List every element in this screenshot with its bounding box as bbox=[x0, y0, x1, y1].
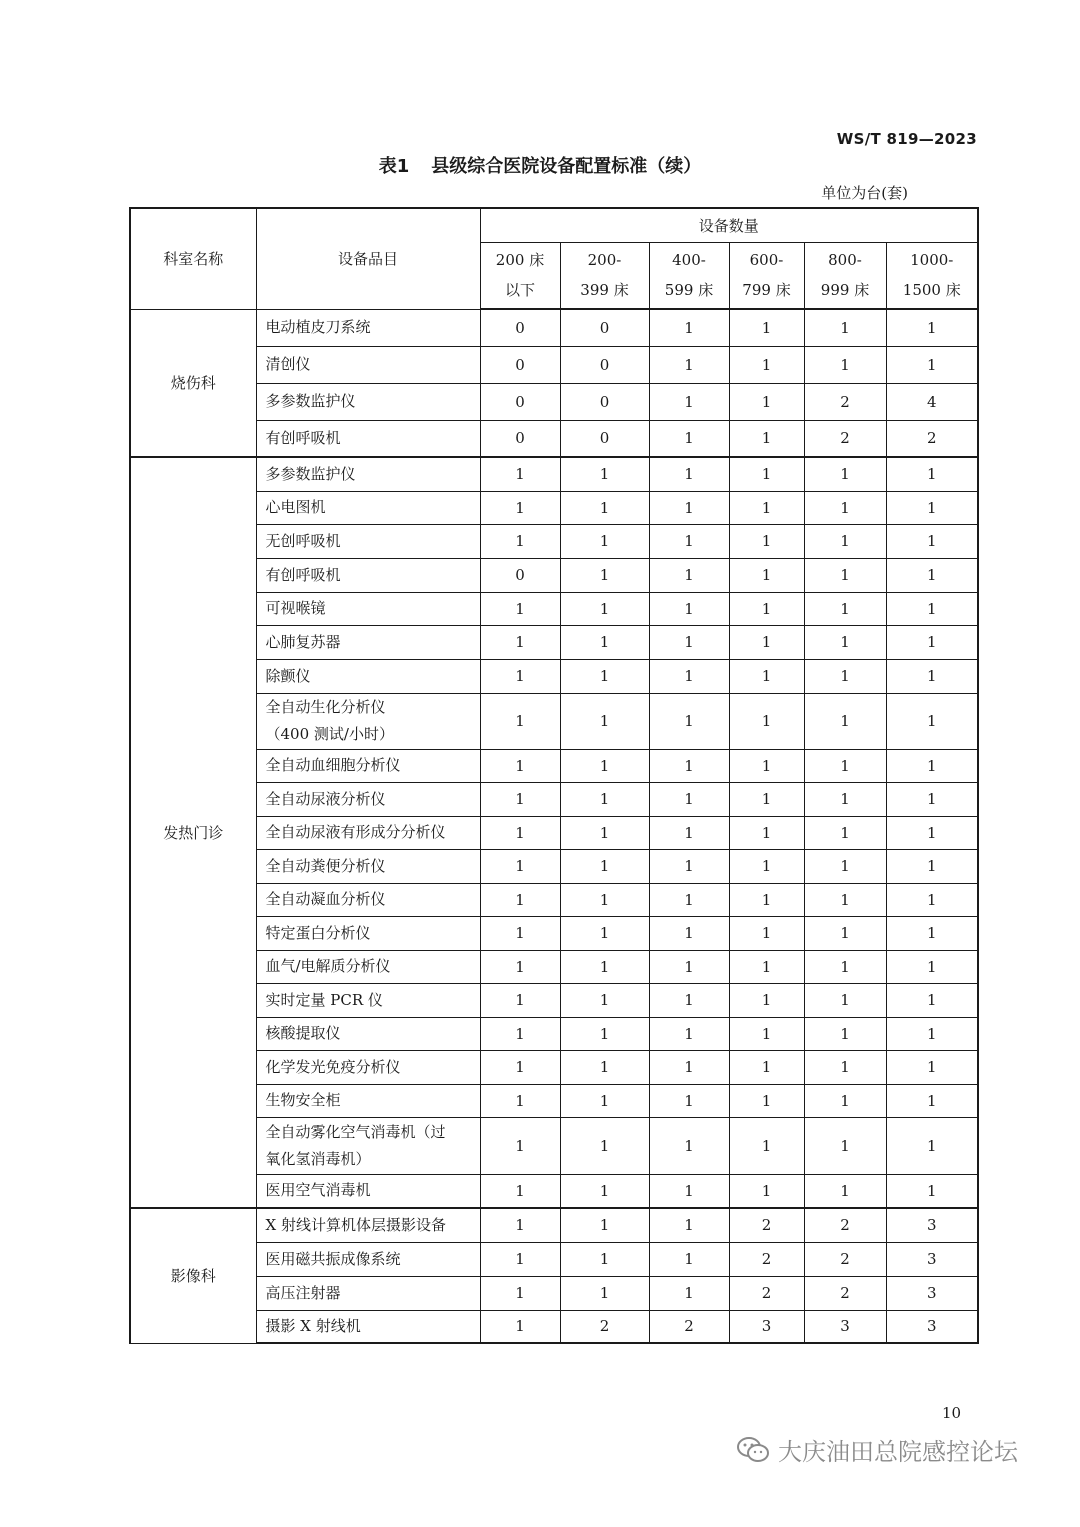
quantity-cell: 1 bbox=[560, 1242, 649, 1276]
device-cell bbox=[256, 659, 480, 693]
quantity-cell: 1 bbox=[480, 883, 560, 916]
quantity-cell: 1 bbox=[560, 457, 649, 491]
quantity-cell: 1 bbox=[649, 558, 729, 592]
quantity-cell: 1 bbox=[804, 1050, 886, 1084]
device-name-line2: 氧化氢消毒机） bbox=[265, 1149, 371, 1168]
quantity-cell: 3 bbox=[886, 1242, 978, 1276]
table-row bbox=[130, 950, 978, 983]
quantity-cell: 2 bbox=[804, 1208, 886, 1242]
bed-range-line2: 599 床 bbox=[664, 281, 714, 300]
quantity-cell: 1 bbox=[560, 1276, 649, 1310]
quantity-cell: 1 bbox=[480, 1117, 560, 1174]
table-row bbox=[130, 1117, 978, 1174]
quantity-cell: 1 bbox=[560, 558, 649, 592]
device-name: 有创呼吸机 bbox=[265, 428, 341, 447]
device-name: 全自动尿液分析仪 bbox=[265, 789, 386, 808]
quantity-cell: 1 bbox=[729, 1050, 804, 1084]
bed-range-line2: 以下 bbox=[504, 281, 535, 300]
table-row bbox=[130, 782, 978, 816]
quantity-cell: 1 bbox=[886, 1117, 978, 1174]
quantity-cell: 1 bbox=[886, 309, 978, 346]
bed-range-line2: 999 床 bbox=[820, 281, 870, 300]
device-name: 医用空气消毒机 bbox=[265, 1181, 371, 1200]
bed-range-header bbox=[649, 242, 729, 309]
table-row bbox=[130, 420, 978, 457]
device-cell bbox=[256, 782, 480, 816]
device-cell bbox=[256, 1276, 480, 1310]
quantity-cell: 1 bbox=[560, 849, 649, 883]
table-row bbox=[130, 1050, 978, 1084]
device-name: 医用磁共振成像系统 bbox=[265, 1249, 401, 1268]
device-name: 可视喉镜 bbox=[265, 599, 326, 617]
quantity-cell: 1 bbox=[729, 420, 804, 457]
quantity-cell: 1 bbox=[804, 693, 886, 749]
quantity-cell: 1 bbox=[729, 592, 804, 625]
quantity-cell: 1 bbox=[804, 659, 886, 693]
table-row bbox=[130, 1174, 978, 1208]
quantity-cell: 1 bbox=[804, 1117, 886, 1174]
device-name: 化学发光免疫分析仪 bbox=[265, 1057, 401, 1076]
quantity-cell: 1 bbox=[649, 883, 729, 916]
quantity-cell: 0 bbox=[560, 346, 649, 383]
table-title bbox=[0, 152, 1080, 178]
table-row bbox=[130, 524, 978, 558]
bed-range-line1: 1000- bbox=[910, 251, 954, 270]
quantity-cell: 1 bbox=[804, 849, 886, 883]
quantity-cell: 1 bbox=[729, 346, 804, 383]
quantity-cell: 1 bbox=[480, 524, 560, 558]
device-name: 全自动粪便分析仪 bbox=[265, 856, 386, 875]
device-cell bbox=[256, 1084, 480, 1117]
quantity-cell: 1 bbox=[649, 1174, 729, 1208]
quantity-cell: 1 bbox=[560, 1084, 649, 1117]
device-name: 生物安全柜 bbox=[265, 1091, 341, 1109]
device-name: 实时定量 PCR 仪 bbox=[265, 990, 383, 1009]
quantity-cell: 1 bbox=[480, 659, 560, 693]
quantity-cell: 1 bbox=[804, 983, 886, 1017]
quantity-cell: 1 bbox=[729, 558, 804, 592]
quantity-cell: 2 bbox=[804, 1276, 886, 1310]
quantity-cell: 1 bbox=[480, 1208, 560, 1242]
quantity-cell: 1 bbox=[480, 1174, 560, 1208]
quantity-cell: 1 bbox=[886, 625, 978, 659]
quantity-cell: 4 bbox=[886, 383, 978, 420]
device-cell bbox=[256, 457, 480, 491]
quantity-cell: 1 bbox=[649, 1050, 729, 1084]
quantity-cell: 1 bbox=[560, 1050, 649, 1084]
quantity-cell: 1 bbox=[886, 849, 978, 883]
quantity-cell: 1 bbox=[886, 1017, 978, 1050]
quantity-cell: 1 bbox=[729, 659, 804, 693]
quantity-cell: 1 bbox=[480, 693, 560, 749]
quantity-cell: 1 bbox=[729, 916, 804, 950]
bed-range-line1: 200- bbox=[587, 251, 622, 270]
quantity-cell: 1 bbox=[729, 1117, 804, 1174]
quantity-cell: 1 bbox=[480, 916, 560, 950]
device-name: 全自动雾化空气消毒机（过 bbox=[265, 1122, 446, 1141]
quantity-cell: 1 bbox=[649, 1208, 729, 1242]
bed-range-line1: 400- bbox=[672, 251, 706, 270]
quantity-cell: 1 bbox=[804, 1017, 886, 1050]
quantity-cell: 0 bbox=[480, 383, 560, 420]
quantity-cell: 1 bbox=[649, 457, 729, 491]
department-cell: 烧伤科 bbox=[130, 309, 256, 457]
device-name: 心肺复苏器 bbox=[265, 632, 341, 651]
device-name: 全自动凝血分析仪 bbox=[265, 890, 386, 908]
table-row bbox=[130, 383, 978, 420]
quantity-cell: 1 bbox=[886, 1050, 978, 1084]
table-row bbox=[130, 983, 978, 1017]
quantity-cell: 1 bbox=[480, 950, 560, 983]
quantity-cell: 1 bbox=[804, 491, 886, 524]
quantity-cell: 1 bbox=[560, 883, 649, 916]
quantity-cell: 1 bbox=[480, 749, 560, 782]
device-name: 无创呼吸机 bbox=[265, 531, 341, 550]
quantity-cell: 1 bbox=[886, 558, 978, 592]
bed-range-line1: 600- bbox=[749, 251, 784, 270]
device-name: 多参数监护仪 bbox=[265, 392, 356, 410]
quantity-cell: 1 bbox=[886, 491, 978, 524]
quantity-cell: 1 bbox=[560, 491, 649, 524]
bed-range-line2: 399 床 bbox=[580, 281, 629, 300]
device-name: 血气/电解质分析仪 bbox=[265, 957, 391, 975]
device-cell bbox=[256, 346, 480, 383]
quantity-cell: 3 bbox=[804, 1310, 886, 1343]
quantity-cell: 1 bbox=[729, 816, 804, 849]
quantity-cell: 1 bbox=[649, 1276, 729, 1310]
quantity-cell: 2 bbox=[729, 1208, 804, 1242]
quantity-cell: 1 bbox=[729, 491, 804, 524]
quantity-cell: 1 bbox=[886, 916, 978, 950]
quantity-cell: 1 bbox=[886, 524, 978, 558]
device-cell bbox=[256, 1174, 480, 1208]
bed-range-line2: 799 床 bbox=[742, 281, 791, 300]
quantity-cell: 3 bbox=[886, 1208, 978, 1242]
device-cell bbox=[256, 491, 480, 524]
quantity-cell: 1 bbox=[804, 524, 886, 558]
quantity-cell: 3 bbox=[886, 1310, 978, 1343]
quantity-cell: 1 bbox=[480, 849, 560, 883]
device-cell bbox=[256, 1017, 480, 1050]
quantity-cell: 1 bbox=[804, 1084, 886, 1117]
device-name: 电动植皮刀系统 bbox=[265, 318, 371, 336]
quantity-cell: 0 bbox=[560, 420, 649, 457]
table-row bbox=[130, 693, 978, 749]
device-cell bbox=[256, 816, 480, 849]
quantity-cell: 2 bbox=[804, 383, 886, 420]
table-row bbox=[130, 1208, 978, 1242]
quantity-cell: 2 bbox=[649, 1310, 729, 1343]
table-row bbox=[130, 346, 978, 383]
device-name: 摄影 X 射线机 bbox=[265, 1316, 361, 1335]
device-name: 核酸提取仪 bbox=[265, 1024, 341, 1042]
quantity-cell: 2 bbox=[804, 1242, 886, 1276]
quantity-cell: 1 bbox=[649, 346, 729, 383]
quantity-cell: 1 bbox=[560, 950, 649, 983]
table-title-text: 县级综合医院设备配置标准（续） bbox=[431, 156, 702, 177]
quantity-cell: 1 bbox=[729, 849, 804, 883]
quantity-cell: 1 bbox=[804, 916, 886, 950]
quantity-cell: 1 bbox=[560, 983, 649, 1017]
quantity-cell: 1 bbox=[649, 383, 729, 420]
quantity-cell: 1 bbox=[804, 883, 886, 916]
quantity-cell: 1 bbox=[804, 1174, 886, 1208]
quantity-cell: 1 bbox=[649, 1117, 729, 1174]
table-row bbox=[130, 849, 978, 883]
quantity-cell: 1 bbox=[560, 693, 649, 749]
quantity-cell: 3 bbox=[729, 1310, 804, 1343]
table-row bbox=[130, 659, 978, 693]
quantity-cell: 1 bbox=[729, 383, 804, 420]
device-cell bbox=[256, 625, 480, 659]
quantity-cell: 1 bbox=[480, 1050, 560, 1084]
col-header-device: 设备品目 bbox=[256, 208, 480, 309]
quantity-cell: 1 bbox=[804, 346, 886, 383]
bed-range-header bbox=[804, 242, 886, 309]
device-cell bbox=[256, 524, 480, 558]
quantity-cell: 1 bbox=[886, 983, 978, 1017]
table-row bbox=[130, 592, 978, 625]
device-cell bbox=[256, 883, 480, 916]
quantity-cell: 1 bbox=[480, 592, 560, 625]
quantity-cell: 0 bbox=[480, 346, 560, 383]
bed-range-header bbox=[480, 242, 560, 309]
device-cell bbox=[256, 558, 480, 592]
device-cell bbox=[256, 916, 480, 950]
quantity-cell: 1 bbox=[649, 420, 729, 457]
watermark bbox=[736, 1432, 1018, 1467]
quantity-cell: 3 bbox=[886, 1276, 978, 1310]
quantity-cell: 1 bbox=[886, 816, 978, 849]
col-header-department: 科室名称 bbox=[130, 208, 256, 309]
quantity-cell: 1 bbox=[649, 749, 729, 782]
quantity-cell: 1 bbox=[886, 749, 978, 782]
quantity-cell: 1 bbox=[649, 693, 729, 749]
quantity-cell: 1 bbox=[649, 659, 729, 693]
bed-range-line2: 1500 床 bbox=[902, 281, 961, 300]
device-name: 心电图机 bbox=[265, 498, 326, 516]
table-row bbox=[130, 1084, 978, 1117]
quantity-cell: 1 bbox=[480, 625, 560, 659]
quantity-cell: 2 bbox=[729, 1276, 804, 1310]
device-cell bbox=[256, 1208, 480, 1242]
equipment-table bbox=[129, 207, 979, 1344]
quantity-cell: 1 bbox=[560, 816, 649, 849]
device-name: 多参数监护仪 bbox=[265, 464, 356, 483]
device-cell bbox=[256, 1117, 480, 1174]
table-row bbox=[130, 491, 978, 524]
page-number: 10 bbox=[942, 1404, 962, 1422]
quantity-cell: 0 bbox=[480, 558, 560, 592]
col-header-quantity: 设备数量 bbox=[480, 208, 978, 242]
quantity-cell: 1 bbox=[886, 1174, 978, 1208]
unit-note: 单位为台(套) bbox=[821, 184, 908, 202]
table-row bbox=[130, 625, 978, 659]
quantity-cell: 1 bbox=[729, 457, 804, 491]
device-name: 特定蛋白分析仪 bbox=[265, 923, 371, 942]
quantity-cell: 1 bbox=[480, 1084, 560, 1117]
quantity-cell: 1 bbox=[886, 457, 978, 491]
quantity-cell: 1 bbox=[649, 524, 729, 558]
quantity-cell: 1 bbox=[804, 782, 886, 816]
bed-range-line1: 800- bbox=[828, 251, 862, 270]
device-cell bbox=[256, 420, 480, 457]
quantity-cell: 1 bbox=[886, 950, 978, 983]
device-cell bbox=[256, 849, 480, 883]
device-name: 全自动生化分析仪 bbox=[265, 698, 386, 716]
table-row bbox=[130, 1276, 978, 1310]
bed-range-header bbox=[886, 242, 978, 309]
quantity-cell: 1 bbox=[649, 849, 729, 883]
device-cell bbox=[256, 950, 480, 983]
quantity-cell: 1 bbox=[649, 625, 729, 659]
device-name: 除颤仪 bbox=[265, 666, 311, 685]
device-cell bbox=[256, 983, 480, 1017]
quantity-cell: 0 bbox=[480, 420, 560, 457]
quantity-cell: 1 bbox=[480, 457, 560, 491]
quantity-cell: 1 bbox=[649, 916, 729, 950]
quantity-cell: 1 bbox=[729, 883, 804, 916]
device-cell bbox=[256, 383, 480, 420]
quantity-cell: 0 bbox=[560, 383, 649, 420]
device-cell bbox=[256, 1242, 480, 1276]
department-cell: 发热门诊 bbox=[130, 457, 256, 1208]
quantity-cell: 1 bbox=[560, 1117, 649, 1174]
device-name: 全自动血细胞分析仪 bbox=[265, 756, 401, 774]
quantity-cell: 1 bbox=[804, 457, 886, 491]
quantity-cell: 2 bbox=[886, 420, 978, 457]
quantity-cell: 1 bbox=[480, 491, 560, 524]
quantity-cell: 2 bbox=[729, 1242, 804, 1276]
table-row bbox=[130, 916, 978, 950]
quantity-cell: 1 bbox=[560, 1174, 649, 1208]
quantity-cell: 1 bbox=[480, 782, 560, 816]
quantity-cell: 1 bbox=[480, 816, 560, 849]
quantity-cell: 1 bbox=[649, 1242, 729, 1276]
quantity-cell: 1 bbox=[729, 782, 804, 816]
quantity-cell: 1 bbox=[729, 524, 804, 558]
quantity-cell: 1 bbox=[560, 1017, 649, 1050]
quantity-cell: 1 bbox=[560, 749, 649, 782]
bed-range-line1: 200 床 bbox=[495, 251, 545, 270]
device-cell bbox=[256, 592, 480, 625]
quantity-cell: 1 bbox=[649, 592, 729, 625]
standard-code: WS/T 819—2023 bbox=[836, 130, 977, 148]
table-row bbox=[130, 1017, 978, 1050]
quantity-cell: 1 bbox=[649, 782, 729, 816]
quantity-cell: 1 bbox=[729, 693, 804, 749]
quantity-cell: 1 bbox=[560, 659, 649, 693]
quantity-cell: 1 bbox=[560, 625, 649, 659]
quantity-cell: 1 bbox=[729, 1174, 804, 1208]
table-row bbox=[130, 1310, 978, 1343]
table-row bbox=[130, 1242, 978, 1276]
quantity-cell: 1 bbox=[480, 1242, 560, 1276]
quantity-cell: 1 bbox=[649, 816, 729, 849]
quantity-cell: 1 bbox=[886, 1084, 978, 1117]
table-row bbox=[130, 457, 978, 491]
quantity-cell: 1 bbox=[649, 1084, 729, 1117]
device-name: X 射线计算机体层摄影设备 bbox=[265, 1215, 446, 1234]
quantity-cell: 1 bbox=[649, 309, 729, 346]
device-name: 清创仪 bbox=[265, 355, 311, 373]
quantity-cell: 1 bbox=[480, 1310, 560, 1343]
department-cell: 影像科 bbox=[130, 1208, 256, 1343]
table-row bbox=[130, 749, 978, 782]
quantity-cell: 1 bbox=[729, 950, 804, 983]
quantity-cell: 2 bbox=[560, 1310, 649, 1343]
device-cell bbox=[256, 749, 480, 782]
quantity-cell: 1 bbox=[649, 1017, 729, 1050]
device-name: 全自动尿液有形成分分析仪 bbox=[265, 823, 446, 841]
quantity-cell: 1 bbox=[886, 883, 978, 916]
device-name: 高压注射器 bbox=[265, 1283, 341, 1302]
quantity-cell: 1 bbox=[560, 592, 649, 625]
device-cell bbox=[256, 309, 480, 346]
watermark-text: 大庆油田总院感控论坛 bbox=[778, 1438, 1018, 1466]
bed-range-header bbox=[560, 242, 649, 309]
quantity-cell: 1 bbox=[804, 625, 886, 659]
device-cell bbox=[256, 693, 480, 749]
table-number: 表1 bbox=[378, 156, 410, 177]
quantity-cell: 1 bbox=[649, 983, 729, 1017]
quantity-cell: 1 bbox=[649, 491, 729, 524]
quantity-cell: 0 bbox=[480, 309, 560, 346]
quantity-cell: 1 bbox=[729, 309, 804, 346]
quantity-cell: 1 bbox=[804, 749, 886, 782]
quantity-cell: 1 bbox=[804, 592, 886, 625]
quantity-cell: 1 bbox=[886, 693, 978, 749]
quantity-cell: 1 bbox=[729, 1084, 804, 1117]
quantity-cell: 1 bbox=[729, 1017, 804, 1050]
quantity-cell: 0 bbox=[560, 309, 649, 346]
table-row bbox=[130, 309, 978, 346]
device-name-line2: （400 测试/小时） bbox=[265, 725, 394, 743]
quantity-cell: 1 bbox=[804, 309, 886, 346]
table-row bbox=[130, 558, 978, 592]
table-row bbox=[130, 883, 978, 916]
quantity-cell: 1 bbox=[804, 950, 886, 983]
quantity-cell: 1 bbox=[886, 592, 978, 625]
quantity-cell: 1 bbox=[729, 983, 804, 1017]
table-row bbox=[130, 816, 978, 849]
bed-range-header bbox=[729, 242, 804, 309]
device-cell bbox=[256, 1050, 480, 1084]
quantity-cell: 1 bbox=[480, 1017, 560, 1050]
quantity-cell: 1 bbox=[480, 1276, 560, 1310]
device-cell bbox=[256, 1310, 480, 1343]
quantity-cell: 1 bbox=[480, 983, 560, 1017]
quantity-cell: 2 bbox=[804, 420, 886, 457]
quantity-cell: 1 bbox=[560, 782, 649, 816]
quantity-cell: 1 bbox=[649, 950, 729, 983]
quantity-cell: 1 bbox=[729, 749, 804, 782]
quantity-cell: 1 bbox=[560, 1208, 649, 1242]
quantity-cell: 1 bbox=[560, 524, 649, 558]
wechat-icon bbox=[736, 1436, 770, 1464]
device-name: 有创呼吸机 bbox=[265, 565, 341, 584]
quantity-cell: 1 bbox=[886, 659, 978, 693]
quantity-cell: 1 bbox=[729, 625, 804, 659]
quantity-cell: 1 bbox=[886, 782, 978, 816]
quantity-cell: 1 bbox=[886, 346, 978, 383]
quantity-cell: 1 bbox=[804, 816, 886, 849]
quantity-cell: 1 bbox=[804, 558, 886, 592]
quantity-cell: 1 bbox=[560, 916, 649, 950]
